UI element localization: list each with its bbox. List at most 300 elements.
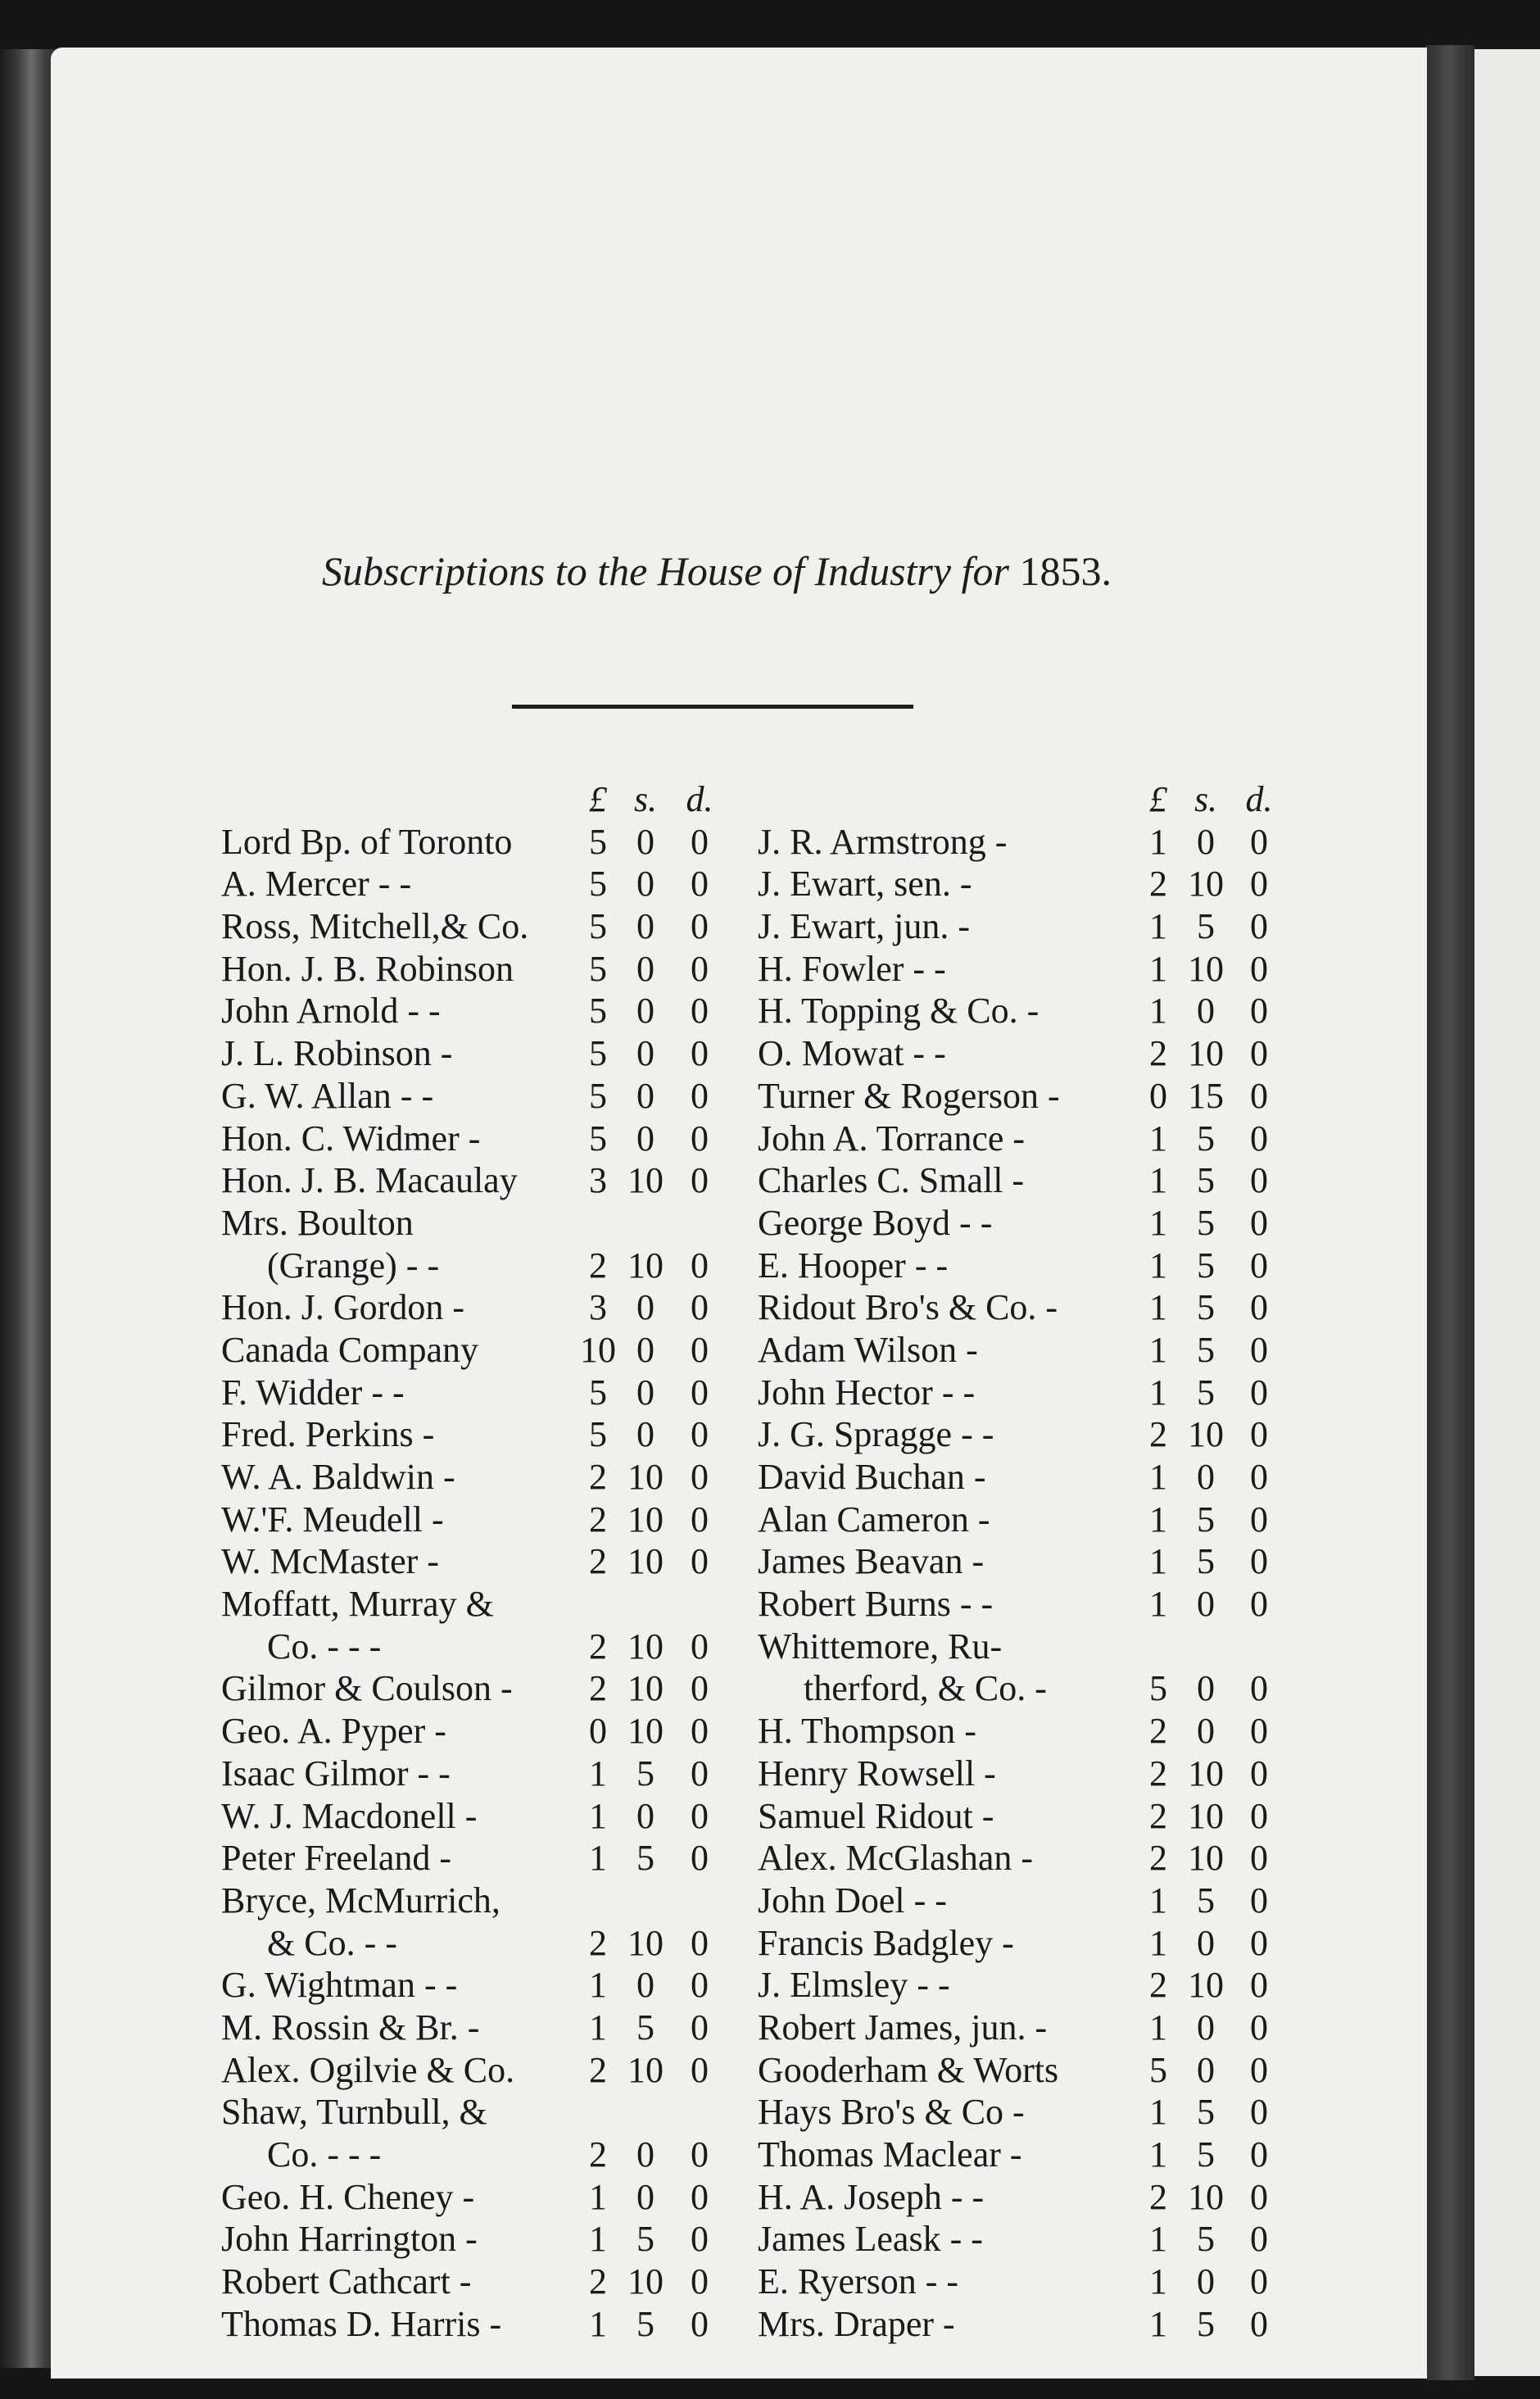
subscription-entry xyxy=(221,2091,745,2134)
subscriber-name: G. W. Allan - - xyxy=(221,1075,434,1116)
pounds-amount: 5 xyxy=(589,1372,607,1413)
subscriber-name: J. R. Armstrong - xyxy=(758,821,1008,862)
pence-amount: 0 xyxy=(691,1922,709,1963)
shillings-amount: 0 xyxy=(636,1329,654,1370)
pounds-amount: 2 xyxy=(589,1626,607,1667)
shillings-amount: 0 xyxy=(636,1033,654,1074)
shillings-amount: 10 xyxy=(627,1160,664,1201)
subscription-entry xyxy=(221,863,745,905)
pounds-amount: 5 xyxy=(589,1033,607,1074)
subscriber-name: J. Ewart, sen. - xyxy=(758,864,972,905)
subscriber-name: John Doel - - xyxy=(758,1880,947,1921)
subscriber-name: Lord Bp. of Toronto xyxy=(221,821,513,862)
subscriber-name: Moffatt, Murray & xyxy=(221,1584,494,1625)
pounds-amount: 5 xyxy=(589,1118,607,1159)
subscriber-name: Mrs. Draper - xyxy=(758,2303,955,2344)
pence-amount: 0 xyxy=(1250,2049,1268,2090)
shillings-amount: 10 xyxy=(1188,2176,1224,2217)
title-to-the: to the xyxy=(555,548,648,594)
subscription-entry xyxy=(221,1413,745,1456)
title-year: 1853. xyxy=(1019,548,1112,594)
subscriber-name: Hays Bro's & Co - xyxy=(758,2092,1025,2133)
subscriber-name: Robert James, jun. - xyxy=(758,2007,1048,2048)
pounds-amount: 1 xyxy=(1149,1329,1167,1370)
pence-amount: 0 xyxy=(1250,1329,1268,1370)
subscriber-name: F. Widder - - xyxy=(221,1372,405,1413)
pounds-amount: 2 xyxy=(589,1245,607,1286)
subscription-entry xyxy=(221,2218,745,2261)
shillings-amount: 0 xyxy=(636,1118,654,1159)
pence-amount: 0 xyxy=(691,906,709,947)
subscription-entry xyxy=(758,863,1290,905)
subscription-entry xyxy=(221,990,745,1032)
subscriber-name: Hon. J. Gordon - xyxy=(221,1287,464,1328)
title-for: for xyxy=(961,548,1009,594)
subscriber-name: Francis Badgley - xyxy=(758,1922,1014,1963)
subscriber-name: Canada Company xyxy=(221,1329,479,1370)
pence-amount: 0 xyxy=(1250,1033,1268,1074)
pounds-amount: 2 xyxy=(589,2261,607,2302)
subscriber-name: Robert Cathcart - xyxy=(221,2261,472,2302)
subscriber-name: Alex. Ogilvie & Co. xyxy=(221,2049,515,2090)
shillings-amount: 5 xyxy=(636,1838,654,1879)
pence-amount: 0 xyxy=(691,2303,709,2344)
pence-amount: 0 xyxy=(691,1795,709,1836)
pence-amount: 0 xyxy=(691,1372,709,1413)
pounds-amount: 1 xyxy=(589,1753,607,1794)
pence-amount: 0 xyxy=(691,1541,709,1582)
subscription-entry xyxy=(758,905,1290,948)
pounds-amount: 1 xyxy=(589,2303,607,2344)
shillings-amount: 5 xyxy=(1197,1287,1215,1328)
shillings-amount: 5 xyxy=(636,1753,654,1794)
subscriber-name: James Beavan - xyxy=(758,1541,985,1582)
pence-amount: 0 xyxy=(691,1499,709,1540)
subscriber-name: John A. Torrance - xyxy=(758,1118,1026,1159)
pence-amount: 0 xyxy=(691,1753,709,1794)
subscription-entry xyxy=(758,1075,1290,1118)
pence-amount: 0 xyxy=(691,1118,709,1159)
pence-amount: 0 xyxy=(1250,1965,1268,2006)
subscriber-name: John Arnold - - xyxy=(221,991,441,1032)
subscription-entry xyxy=(221,1583,745,1626)
pence-amount: 0 xyxy=(691,1160,709,1201)
shillings-amount: 0 xyxy=(636,2176,654,2217)
shillings-amount: 10 xyxy=(1188,948,1224,989)
pence-amount: 0 xyxy=(691,1075,709,1116)
subscriber-name: Hon. J. B. Robinson xyxy=(221,948,514,989)
subscription-entry xyxy=(221,1329,745,1372)
shillings-amount: 5 xyxy=(1197,906,1215,947)
pounds-amount: 1 xyxy=(1149,1880,1167,1921)
shillings-amount: 10 xyxy=(627,1626,664,1667)
subscriber-name: H. Topping & Co. - xyxy=(758,991,1040,1032)
subscriber-name: Mrs. Boulton xyxy=(221,1202,414,1243)
subscription-entry xyxy=(221,1795,745,1838)
pounds-amount: 3 xyxy=(589,1287,607,1328)
subscription-entry xyxy=(221,2176,745,2219)
shillings-amount: 10 xyxy=(627,1711,664,1752)
subscriber-name: Isaac Gilmor - - xyxy=(221,1753,451,1794)
pounds-amount: 1 xyxy=(589,2219,607,2260)
subscriber-name: Adam Wilson - xyxy=(758,1329,978,1370)
shillings-amount: 10 xyxy=(1188,1753,1224,1794)
subscription-entry xyxy=(758,1837,1290,1880)
shillings-amount: 0 xyxy=(1197,821,1215,862)
subscription-entry xyxy=(758,1540,1290,1583)
subscriber-name: G. Wightman - - xyxy=(221,1965,458,2006)
book-spine-edge xyxy=(0,49,57,2368)
shillings-amount: 0 xyxy=(636,821,654,862)
subscription-entry xyxy=(758,1499,1290,1541)
shillings-amount: 10 xyxy=(627,1922,664,1963)
shillings-amount: 0 xyxy=(1197,2049,1215,2090)
subscription-entry xyxy=(758,1583,1290,1626)
pence-amount: 0 xyxy=(1250,1795,1268,1836)
pence-amount: 0 xyxy=(691,864,709,905)
pounds-amount: 2 xyxy=(1149,1414,1167,1455)
subscriber-name: J. Elmsley - - xyxy=(758,1965,950,2006)
shillings-amount: 0 xyxy=(1197,1668,1215,1709)
pence-amount: 0 xyxy=(1250,1499,1268,1540)
subscriber-name: J. Ewart, jun. - xyxy=(758,906,971,947)
pence-amount: 0 xyxy=(1250,1541,1268,1582)
book-gutter xyxy=(1425,45,1474,2380)
subscriber-name: Bryce, McMurrich, xyxy=(221,1880,500,1921)
pounds-amount: 1 xyxy=(589,2007,607,2048)
pounds-amount: 1 xyxy=(1149,991,1167,1032)
shillings-header: s. xyxy=(1194,779,1218,819)
shillings-amount: 5 xyxy=(636,2219,654,2260)
shillings-amount: 0 xyxy=(636,2134,654,2175)
pounds-amount: 1 xyxy=(1149,2219,1167,2260)
subscription-entry xyxy=(221,905,745,948)
shillings-amount: 0 xyxy=(636,1414,654,1455)
pounds-amount: 2 xyxy=(589,1499,607,1540)
subscription-entry xyxy=(758,1202,1290,1245)
pounds-amount: 1 xyxy=(1149,2134,1167,2175)
pounds-amount: 1 xyxy=(1149,1584,1167,1625)
subscriber-name: Geo. A. Pyper - xyxy=(221,1711,446,1752)
subscriber-name: George Boyd - - xyxy=(758,1202,993,1243)
subscription-entry xyxy=(221,1710,745,1753)
pounds-amount: 1 xyxy=(1149,2007,1167,2048)
pounds-amount: 1 xyxy=(1149,2261,1167,2302)
subscription-entry xyxy=(758,1795,1290,1838)
subscription-entry xyxy=(221,1837,745,1880)
subscription-entry xyxy=(758,1032,1290,1075)
pounds-header: £ xyxy=(1149,779,1167,819)
shillings-amount: 5 xyxy=(1197,2134,1215,2175)
facing-page-edge xyxy=(1474,49,1540,2376)
subscriber-name: Thomas D. Harris - xyxy=(221,2303,502,2344)
shillings-amount: 0 xyxy=(636,864,654,905)
pounds-amount: 2 xyxy=(589,1457,607,1497)
subscriber-name: Co. - - - xyxy=(267,2134,382,2175)
shillings-amount: 5 xyxy=(1197,2219,1215,2260)
subscription-entry xyxy=(221,1245,745,1287)
pence-amount: 0 xyxy=(691,2049,709,2090)
title-divider-rule xyxy=(512,705,913,709)
subscription-entry xyxy=(758,1372,1290,1414)
shillings-amount: 0 xyxy=(1197,991,1215,1032)
pence-amount: 0 xyxy=(691,821,709,862)
title-subscriptions: Subscriptions xyxy=(322,548,546,594)
subscription-entry xyxy=(221,1922,745,1965)
subscription-entry xyxy=(758,2049,1290,2092)
pounds-amount: 3 xyxy=(589,1160,607,1201)
subscriber-name: M. Rossin & Br. - xyxy=(221,2007,480,2048)
subscription-entry xyxy=(758,2303,1290,2346)
pounds-amount: 5 xyxy=(589,991,607,1032)
subscription-entry xyxy=(221,821,745,864)
pence-amount: 0 xyxy=(691,1457,709,1497)
title-house-of-industry: House of Industry xyxy=(657,548,952,594)
pounds-amount: 1 xyxy=(1149,1541,1167,1582)
pence-amount: 0 xyxy=(691,2134,709,2175)
subscriber-name: J. G. Spragge - - xyxy=(758,1414,994,1455)
pounds-amount: 1 xyxy=(1149,2092,1167,2133)
pence-amount: 0 xyxy=(691,991,709,1032)
shillings-amount: 5 xyxy=(1197,2303,1215,2344)
subscriber-name: Co. - - - xyxy=(267,1626,382,1667)
pence-amount: 0 xyxy=(1250,2092,1268,2133)
subscriber-name: Hon. J. B. Macaulay xyxy=(221,1160,518,1201)
pounds-amount: 1 xyxy=(1149,948,1167,989)
pounds-amount: 5 xyxy=(1149,2049,1167,2090)
shillings-amount: 10 xyxy=(1188,1414,1224,1455)
shillings-amount: 0 xyxy=(1197,2007,1215,2048)
subscription-entry xyxy=(221,1075,745,1118)
pence-amount: 0 xyxy=(1250,948,1268,989)
subscriber-name: (Grange) - - xyxy=(267,1245,440,1286)
subscription-entry xyxy=(758,2007,1290,2049)
subscriber-name: James Leask - - xyxy=(758,2219,983,2260)
shillings-amount: 5 xyxy=(1197,1329,1215,1370)
shillings-amount: 0 xyxy=(1197,1711,1215,1752)
page-title xyxy=(164,547,1270,595)
shillings-amount: 5 xyxy=(1197,1372,1215,1413)
subscriber-name: H. Fowler - - xyxy=(758,948,946,989)
pence-amount: 0 xyxy=(691,1245,709,1286)
pence-amount: 0 xyxy=(691,2219,709,2260)
shillings-amount: 0 xyxy=(636,1372,654,1413)
shillings-amount: 0 xyxy=(1197,1584,1215,1625)
pence-amount: 0 xyxy=(1250,906,1268,947)
pounds-amount: 2 xyxy=(1149,864,1167,905)
shillings-amount: 0 xyxy=(636,1795,654,1836)
shillings-header: s. xyxy=(633,779,658,819)
subscription-entry xyxy=(221,2134,745,2176)
pounds-amount: 2 xyxy=(1149,1838,1167,1879)
shillings-amount: 0 xyxy=(1197,1922,1215,1963)
pounds-amount: 5 xyxy=(589,821,607,862)
shillings-amount: 10 xyxy=(627,2049,664,2090)
pence-amount: 0 xyxy=(691,1414,709,1455)
subscriber-name: J. L. Robinson - xyxy=(221,1033,453,1074)
subscriber-name: David Buchan - xyxy=(758,1457,986,1497)
subscription-entry xyxy=(758,1626,1290,1668)
subscriber-name: Samuel Ridout - xyxy=(758,1795,994,1836)
pounds-amount: 0 xyxy=(1149,1075,1167,1116)
subscription-entry xyxy=(758,990,1290,1032)
subscription-entry xyxy=(758,2134,1290,2176)
pounds-amount: 1 xyxy=(589,1965,607,2006)
pence-amount: 0 xyxy=(1250,1711,1268,1752)
subscriber-name: Charles C. Small - xyxy=(758,1160,1025,1201)
pounds-amount: 5 xyxy=(589,1075,607,1116)
shillings-amount: 5 xyxy=(1197,1202,1215,1243)
pence-amount: 0 xyxy=(1250,2261,1268,2302)
subscription-entry xyxy=(758,821,1290,864)
pounds-amount: 1 xyxy=(1149,1245,1167,1286)
subscriber-name: W. A. Baldwin - xyxy=(221,1457,455,1497)
pounds-amount: 1 xyxy=(1149,1499,1167,1540)
pounds-amount: 1 xyxy=(1149,1457,1167,1497)
pounds-amount: 0 xyxy=(589,1711,607,1752)
shillings-amount: 10 xyxy=(627,1457,664,1497)
shillings-amount: 5 xyxy=(1197,1541,1215,1582)
pounds-amount: 1 xyxy=(589,1795,607,1836)
shillings-amount: 5 xyxy=(636,2007,654,2048)
shillings-amount: 0 xyxy=(1197,1457,1215,1497)
shillings-amount: 0 xyxy=(636,948,654,989)
pounds-amount: 1 xyxy=(1149,1372,1167,1413)
pence-amount: 0 xyxy=(1250,1287,1268,1328)
subscription-entry xyxy=(221,1032,745,1075)
subscriber-name: E. Ryerson - - xyxy=(758,2261,959,2302)
pence-header: d. xyxy=(1245,779,1273,819)
pence-amount: 0 xyxy=(1250,1584,1268,1625)
pounds-header: £ xyxy=(589,779,607,819)
pence-amount: 0 xyxy=(1250,2219,1268,2260)
pounds-amount: 2 xyxy=(1149,1965,1167,2006)
subscriber-name: Gilmor & Coulson - xyxy=(221,1668,513,1709)
subscription-entry xyxy=(221,1286,745,1329)
shillings-amount: 5 xyxy=(1197,1880,1215,1921)
subscriber-name: Thomas Maclear - xyxy=(758,2134,1022,2175)
pence-amount: 0 xyxy=(1250,1202,1268,1243)
subscription-entry xyxy=(758,1286,1290,1329)
subscriber-name: Alan Cameron - xyxy=(758,1499,990,1540)
subscription-entry xyxy=(758,2261,1290,2303)
pounds-amount: 5 xyxy=(1149,1668,1167,1709)
pence-amount: 0 xyxy=(1250,1414,1268,1455)
pounds-amount: 2 xyxy=(1149,1033,1167,1074)
subscriber-name: Gooderham & Worts xyxy=(758,2049,1059,2090)
shillings-amount: 10 xyxy=(627,1668,664,1709)
subscriber-name: Alex. McGlashan - xyxy=(758,1838,1034,1879)
subscriber-name: O. Mowat - - xyxy=(758,1033,946,1074)
subscription-entry xyxy=(221,1159,745,1202)
subscriber-name: W.'F. Meudell - xyxy=(221,1499,444,1540)
pounds-amount: 1 xyxy=(1149,1922,1167,1963)
shillings-amount: 0 xyxy=(636,906,654,947)
pounds-amount: 1 xyxy=(589,1838,607,1879)
subscription-entry xyxy=(221,1540,745,1583)
pence-amount: 0 xyxy=(1250,2176,1268,2217)
subscription-entry xyxy=(221,1372,745,1414)
subscription-entry xyxy=(758,1413,1290,1456)
shillings-amount: 0 xyxy=(1197,2261,1215,2302)
subscriber-name: Ross, Mitchell,& Co. xyxy=(221,906,529,947)
subscription-entry xyxy=(221,2303,745,2346)
pence-amount: 0 xyxy=(1250,1753,1268,1794)
subscription-entry xyxy=(221,1753,745,1795)
shillings-amount: 15 xyxy=(1188,1075,1224,1116)
pence-amount: 0 xyxy=(1250,1838,1268,1879)
subscriber-name: Whittemore, Ru- xyxy=(758,1626,1003,1667)
subscriber-name: Shaw, Turnbull, & xyxy=(221,2092,487,2133)
pounds-amount: 5 xyxy=(589,948,607,989)
subscriber-name: H. A. Joseph - - xyxy=(758,2176,985,2217)
pounds-amount: 2 xyxy=(1149,2176,1167,2217)
subscriber-name: A. Mercer - - xyxy=(221,864,412,905)
shillings-amount: 10 xyxy=(627,1499,664,1540)
pence-amount: 0 xyxy=(1250,1075,1268,1116)
shillings-amount: 10 xyxy=(1188,1033,1224,1074)
shillings-amount: 10 xyxy=(1188,1965,1224,2006)
subscriber-name: John Hector - - xyxy=(758,1372,976,1413)
pence-amount: 0 xyxy=(691,2176,709,2217)
pounds-amount: 1 xyxy=(589,2176,607,2217)
pounds-amount: 2 xyxy=(1149,1753,1167,1794)
pence-amount: 0 xyxy=(691,1965,709,2006)
subscription-entry xyxy=(221,1202,745,1245)
subscription-entry xyxy=(758,1880,1290,1922)
pence-amount: 0 xyxy=(691,2007,709,2048)
subscriber-name: Ridout Bro's & Co. - xyxy=(758,1287,1058,1328)
pence-amount: 0 xyxy=(1250,1245,1268,1286)
subscription-entry xyxy=(758,1710,1290,1753)
subscription-entry xyxy=(758,1753,1290,1795)
pence-amount: 0 xyxy=(1250,1457,1268,1497)
pounds-amount: 5 xyxy=(589,864,607,905)
pounds-amount: 2 xyxy=(589,1668,607,1709)
shillings-amount: 5 xyxy=(1197,1160,1215,1201)
subscriber-name: E. Hooper - - xyxy=(758,1245,949,1286)
shillings-amount: 0 xyxy=(636,1965,654,2006)
subscriber-name: Fred. Perkins - xyxy=(221,1414,435,1455)
shillings-amount: 10 xyxy=(627,1245,664,1286)
subscription-entry xyxy=(221,2049,745,2092)
subscriber-name: Geo. H. Cheney - xyxy=(221,2176,475,2217)
pounds-amount: 1 xyxy=(1149,1202,1167,1243)
shillings-amount: 0 xyxy=(636,1075,654,1116)
subscription-entry xyxy=(221,948,745,991)
pence-amount: 0 xyxy=(1250,1922,1268,1963)
subscription-entry xyxy=(221,1880,745,1922)
subscription-entry xyxy=(221,1456,745,1499)
pounds-amount: 1 xyxy=(1149,906,1167,947)
subscriber-column-left xyxy=(221,778,745,2345)
pence-amount: 0 xyxy=(691,2261,709,2302)
pounds-amount: 1 xyxy=(1149,821,1167,862)
pounds-amount: 2 xyxy=(589,1541,607,1582)
pence-amount: 0 xyxy=(1250,1668,1268,1709)
subscription-entry xyxy=(758,1245,1290,1287)
subscription-entry xyxy=(758,1329,1290,1372)
pounds-amount: 1 xyxy=(1149,1118,1167,1159)
pence-amount: 0 xyxy=(1250,991,1268,1032)
pounds-amount: 2 xyxy=(1149,1711,1167,1752)
shillings-amount: 5 xyxy=(1197,2092,1215,2133)
subscriber-name: W. McMaster - xyxy=(221,1541,439,1582)
pounds-amount: 2 xyxy=(1149,1795,1167,1836)
subscription-entry xyxy=(221,1499,745,1541)
subscription-entry xyxy=(221,2261,745,2303)
column-header-row xyxy=(758,778,1290,821)
